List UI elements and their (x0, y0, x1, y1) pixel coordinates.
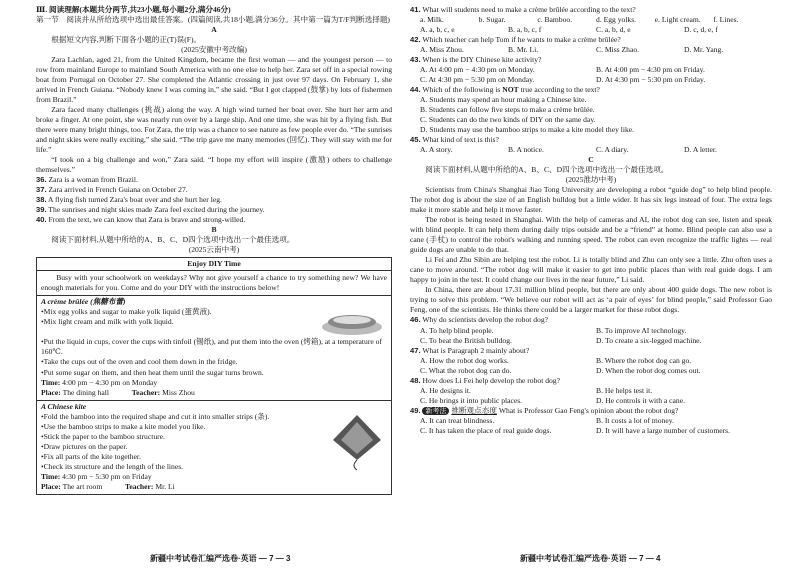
creme-brulee-section (37, 295, 391, 397)
section-heading: Ⅲ. 阅读理解(本题共分两节,共23小题,每小题2分,满分46分) (36, 5, 231, 14)
q41-items: a. Milk. b. Sugar. c. Bamboo. d. Egg yolks. e. Light cream. f. Lines. (420, 15, 739, 25)
step: • Mix egg yolks and sugar to make yolk liquid (蛋黄液). (41, 307, 311, 317)
kite-time: Time: 4:30 pm − 5:30 pm on Friday (41, 471, 152, 481)
q43-options: A. At 4:00 pm − 4:30 pm on Monday. B. At 4:00 pm − 4:30 pm on Friday. C. At 4:30 pm − 5:30 pm on Monday. D. At 4:30 pm − 5:30 pm on Friday. (420, 65, 706, 85)
step: • Check its structure and the length of the lines. (41, 462, 321, 472)
q44-options: A. Students may spend an hour making a Chinese kite. B. Students can follow five steps to make a crème brûlée. C. Students can do the two kinds of DIY on the same day. D. Students may use the bamboo strips to make a kite model they like. (420, 95, 635, 135)
passage-a-instruction: 根据短文内容,判断下面各小题的正(T)误(F)。 (51, 35, 202, 45)
kite-place: Place: The art room Teacher: Mr. Li (41, 481, 175, 491)
question-46: 46. Why do scientists develop the robot dog? (410, 315, 549, 325)
part1-heading: 第一节 阅读并从所给选项中选出最佳答案。(四篇阅读,共18小题,满分36分。其中第一篇为T/F判断选择题) (36, 15, 390, 25)
passage-c-para: Scientists from China's Shanghai Jiao Tong University are developing a robot “guide dog” to help blind people. The robot dog is about the size of an English bulldog but a little wider. It has six legs instead of four. The extra legs make it more stable and help it move faster. (410, 185, 772, 215)
page-footer-left: 新疆中考试卷汇编严选卷·英语 — 7 — 3 (150, 554, 291, 564)
question-40: 40. From the text, we can know that Zara is brave and strong-willed. (36, 215, 246, 225)
q49-options: A. It can treat blindness. B. It costs a lot of money. C. It has taken the place of real guide dogs. D. It will have a large number of customers. (420, 415, 730, 435)
question-48: 48. How does Li Fei help develop the robot dog? (410, 375, 560, 385)
step: • Take the cups out of the oven and cool them down in the fridge. (41, 357, 387, 367)
step: • Stick the paper to the bamboo structure. (41, 432, 321, 442)
question-47: 47. What is Paragraph 2 mainly about? (410, 345, 530, 355)
passage-a-source: (2025安徽中考改编) (181, 45, 247, 55)
passage-a-para: “I took on a big challenge and won,” Zara said. “I hope my effort will inspire (激励) others to challenge themselves.” (36, 155, 392, 175)
question-49: 49. 新考法 推断观点态度 What is Professor Gao Feng's opinion about the robot dog? (410, 405, 679, 415)
q46-options: A. To help blind people. B. To improve AI technology. C. To beat the British bulldog. D. To create a six-legged machine. (420, 325, 702, 345)
passage-b-source: (2025云南中考) (188, 245, 240, 255)
step: • Use the bamboo strips to make a kite model you like. (41, 422, 321, 432)
question-45: 45. What kind of text is this? (410, 135, 499, 145)
question-38: 38. A flying fish turned Zara's boat over and she hurt her leg. (36, 195, 222, 205)
question-42: 42. Which teacher can help Tom if he wants to make a crème brûlée? (410, 35, 621, 45)
passage-a-para: Zara Lachlan, aged 21, from the United Kingdom, became the first woman — and the youngest person — to row from mainland Europe to mainland South America with no one else to help her. Zara set off in a special rowing boat from Portugal on October 27. She completed the Atlantic crossing in just over 97 days. On February 1, she arrived in French Guiana. “Nobody knew I was coming in,” she said. “But I got clapped (鼓掌) by lots of fishermen from Brazil.” (36, 55, 392, 105)
question-39: 39. The sunrises and night skies made Zara feel excited during the journey. (36, 205, 265, 215)
left-column (36, 5, 392, 495)
step: • Mix light cream and milk with yolk liquid. (41, 317, 311, 327)
step: • Fix all parts of the kite together. (41, 452, 321, 462)
passage-c-para: Li Fei and Zhu Sibin are helping test the robot. Li is totally blind and Zhu can only see a little. Zhu often uses a cane to move around. “The robot dog will make it easier to get into public places than with real guide dogs. I am happy to join in the test. It could change our lives in the near future,” Li said. (410, 255, 772, 285)
page-footer-right: 新疆中考试卷汇编严选卷·英语 — 7 — 4 (520, 554, 661, 564)
right-column (410, 5, 772, 436)
question-type-label: 推断观点态度 (451, 405, 497, 415)
creme-brulee-image (317, 307, 387, 337)
chinese-kite-heading: A Chinese kite (41, 401, 87, 411)
passage-c-para: In China, there are about 17.31 million blind people, but there are only about 400 guide dogs. The new robot is trying to solve this problem. “We believe our robot will act as ‘a pair of eyes’ for blind people,” said Professor Gao Feng, one of the scientists. He thinks there could be a larger market for these robot dogs. (410, 285, 772, 315)
creme-brulee-time: Time: 4:00 pm − 4:30 pm on Monday (41, 377, 158, 387)
diy-notice-box (36, 257, 392, 494)
question-43: 43. When is the DIY Chinese kite activity? (410, 55, 542, 65)
q48-options: A. He designs it. B. He helps test it. C. He brings it into public places. D. He controls it with a cane. (420, 385, 685, 405)
passage-b-label: B (211, 225, 217, 235)
passage-c-source: (2025淮坊中考) (565, 175, 617, 185)
step: • Put the liquid in cups, cover the cups with tinfoil (锡纸), and put them into the oven (烤箱), at a temperature of 160℃. (41, 337, 387, 357)
diy-notice-intro: Busy with your schoolwork on weekdays? Why not give yourself a chance to try something new? We have enough materials for you. Come and do your DIY with the instructions below! (41, 273, 387, 293)
step: • Put some sugar on them, and then heat them until the sugar turns brown. (41, 368, 387, 378)
question-44: 44. Which of the following is NOT true according to the text? (410, 85, 600, 95)
step: • Draw pictures on the paper. (41, 442, 321, 452)
chinese-kite-section (37, 400, 391, 492)
q42-options: A. Miss Zhou. B. Mr. Li. C. Miss Zhao. D. Mr. Yang. (420, 45, 724, 55)
creme-brulee-heading: A crème brûlée (焦糖布蕾) (41, 297, 126, 307)
step: • Fold the bamboo into the required shape and cut it into smaller strips (条). (41, 412, 321, 422)
passage-b-instruction: 阅读下面材料,从题中所给的A、B、C、D四个选项中选出一个最佳选项。 (51, 235, 295, 245)
passage-c-para: The robot is being tested in Shanghai. With the help of cameras and AI, the robot dog can see, listen and speak with blind people. It can help them during daily trips outside and be a “friend” at home. Blind people can also use a cane (手杖) to control the robot's walking and running speed. The robot can even recognize the traffic lights — real guide dogs are unable to do that. (410, 215, 772, 255)
creme-brulee-place: Place: The dining hall Teacher: Miss Zhou (41, 387, 195, 397)
passage-a-label: A (211, 25, 217, 35)
question-41: 41. What will students need to make a crème brûlée according to the text? (410, 5, 636, 14)
q47-options: A. How the robot dog works. B. Where the robot dog can go. C. What the robot dog can do. D. When the robot dog comes out. (420, 355, 701, 375)
question-36: 36. Zara is a woman from Brazil. (36, 175, 138, 185)
q41-options: A. a, b, c, e B. a, b, c, f C. a, b, d, e D. c, d, e, f (420, 25, 718, 35)
passage-c-instruction: 阅读下面材料,从题中所给的A、B、C、D四个选项中选出一个最佳选项。 (425, 165, 669, 175)
q45-options: A. A story. B. A notice. C. A diary. D. A letter. (420, 145, 717, 155)
passage-c-label: C (588, 155, 594, 165)
kite-image (327, 412, 387, 472)
new-method-badge: 新考法 (422, 407, 449, 415)
question-37: 37. Zara arrived in French Guiana on October 27. (36, 185, 188, 195)
passage-a-para: Zara faced many challenges (挑战) along the way. A high wind turned her boat over. She hurt her arm and broke a finger. At one point, she was nearly run over by a large ship. And one time, she was hit by a flying fish. But there were many bright things, too. For Zara, the trip was a chance to see nature as few people ever do. “The sunrises and night skies were really exciting,” she said. “The trip gave me many memories (回忆). They will stay with me for life.” (36, 105, 392, 155)
diy-notice-title: Enjoy DIY Time (37, 258, 391, 271)
